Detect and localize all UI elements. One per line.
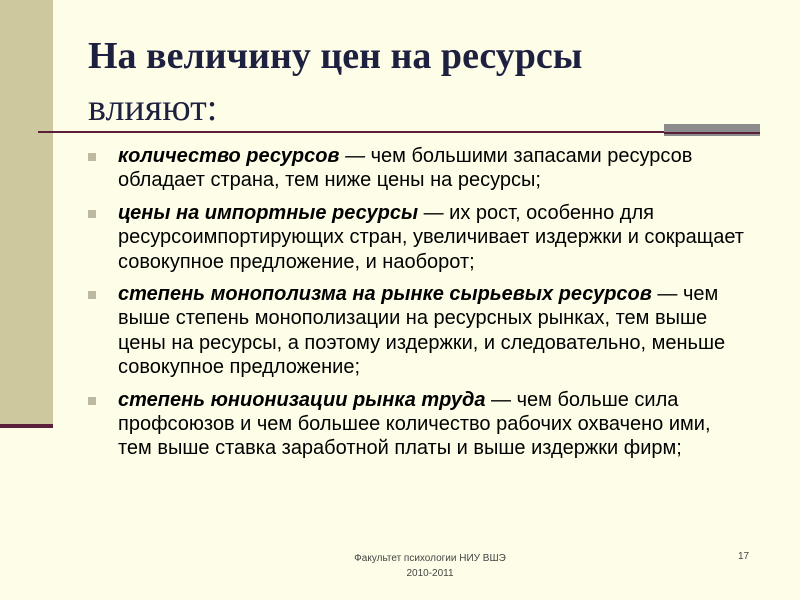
bullet-list xyxy=(88,144,748,469)
bullet-item xyxy=(88,282,748,380)
bullet-text: — чем выше степень монополизации на ресурсных рынках, тем выше цены на ресурсы, а поэтому издержки, и следовательно, меньше совокупное предложение; xyxy=(118,283,726,379)
page-number: 17 xyxy=(738,551,750,562)
title-divider-block xyxy=(664,124,760,136)
bullet-term: количество ресурсов xyxy=(118,145,340,167)
bullet-term: степень монополизма на рынке сырьевых ресурсов xyxy=(118,283,652,306)
title-line-1: На величину цен на ресурсы xyxy=(88,35,583,77)
left-decorative-bar xyxy=(0,0,53,424)
title-line-2: влияют: xyxy=(88,87,218,129)
square-bullet-icon xyxy=(88,210,96,218)
square-bullet-icon xyxy=(88,397,96,405)
footer-line-2: 2010-2011 xyxy=(406,568,454,579)
bullet-term: степень юнионизации рынка труда xyxy=(118,388,486,411)
left-bar-accent-line xyxy=(0,424,53,428)
slide-title xyxy=(88,30,768,134)
bullet-text: — чем большими запасами ресурсов обладает страна, тем ниже цены на ресурсы; xyxy=(118,145,693,192)
slide-footer xyxy=(320,551,540,581)
bullet-text: — их рост, особенно для ресурсоимпортирующих стран, увеличивает издержки и сокращает совокупное предложение, и наоборот; xyxy=(118,201,744,273)
title-divider-line xyxy=(38,131,758,133)
bullet-item xyxy=(88,201,748,274)
footer-line-1: Факультет психологии НИУ ВШЭ xyxy=(354,553,506,564)
square-bullet-icon xyxy=(88,153,96,161)
bullet-item xyxy=(88,144,748,193)
square-bullet-icon xyxy=(88,291,96,299)
bullet-term: цены на импортные ресурсы xyxy=(118,201,419,224)
bullet-item xyxy=(88,388,748,461)
bullet-text: — чем больше сила профсоюзов и чем большее количество рабочих охвачено ими, тем выше ставка заработной платы и выше издержки фирм; xyxy=(118,388,711,460)
title-divider-block-underline xyxy=(664,132,760,134)
